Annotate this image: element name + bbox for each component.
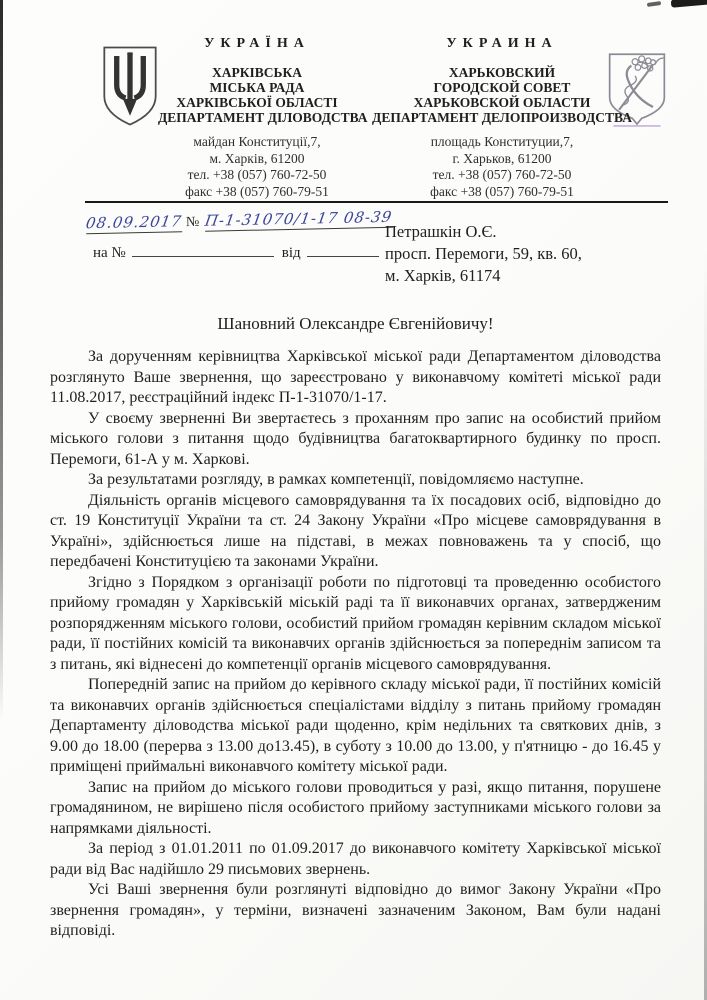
recipient-name: Петрашкін О.Є. — [385, 222, 497, 241]
paragraph: Усі Ваші звернення були розглянуті відповідно до вимог Закону України «Про звернення громадян», у терміни, визначені зазначеним Законом, Вам були надані відповіді. — [50, 881, 661, 939]
address-line: майдан Конституції,7, — [193, 134, 321, 149]
letterhead-ukrainian — [158, 36, 368, 200]
address-block-uk — [158, 134, 356, 200]
paragraph: За дорученням керівництва Харківської міської ради Департаментом діловодства розглянуто Ваше звернення, що зареєстровано у виконавчому комітеті міської ради 11.08.2017, реєстраційний індекс П-1-31070/1-17. — [50, 348, 661, 406]
paragraph: За період з 01.01.2011 по 01.09.2017 до виконавчого комітету Харківської міської ради від Вас надійшло 29 письмових звернень. — [50, 840, 661, 878]
paragraph: Попередній запис на прийом до керівного складу міської ради, її постійних комісій та виконавчих органів здійснюється спеціалістами відділу з питань прийому громадян Департаменту діловодства міської ради щоденно, крім недільних та святкових днів, з 9.00 до 18.00 (перерва з 13.00 до13.45), в суботу з 10.00 до 13.00, у п'ятницю - до 16.45 у приміщені приймальні виконавчого комітету міської ради. — [50, 676, 661, 775]
handwritten-registration-number: П-1-31070/1-17 08-39 — [203, 207, 394, 230]
reply-reference-row — [93, 243, 379, 262]
paragraph: Згідно з Порядком з організації роботи по підготовці та проведенню особистого прийому громадян у Харківській міській раді та її виконавчих органах, затвердженим розпорядженням міського голови, особистий прийом громадян керівним складом міської ради, її постійних комісій та виконавчих органів здійснюється за попереднім записом та з питань, які віднесені до компетенції органів місцевого самоврядування. — [50, 573, 661, 673]
address-line: тел. +38 (057) 760-72-50 — [432, 167, 572, 182]
scan-corner-fleck — [647, 1, 661, 7]
scan-edge-left — [0, 0, 3, 720]
number-sign: № — [185, 214, 200, 231]
reply-date-blank — [307, 243, 379, 257]
recipient-street: просп. Перемоги, 59, кв. 60, — [385, 244, 582, 263]
trident-emblem-icon — [99, 44, 161, 134]
address-line: г. Харьков, 61200 — [452, 150, 552, 166]
reply-number-blank — [132, 243, 274, 257]
paragraph: За результатами розгляду, в рамках компетенції, повідомляємо наступне. — [88, 471, 584, 488]
org-line: ДЕПАРТАМЕНТ ДЕЛОПРОИЗВОДСТВА — [372, 110, 632, 125]
country-title-uk: УКРАЇНА — [204, 36, 310, 51]
reply-to-label: на № — [93, 245, 126, 261]
org-line: ГОРОДСКОЙ СОВЕТ — [433, 80, 571, 95]
address-line: факс +38 (057) 760-79-51 — [185, 183, 329, 199]
org-line: ХАРЬКОВСКОЙ ОБЛАСТИ — [413, 95, 591, 110]
org-line: ХАРКІВСЬКА — [211, 65, 302, 80]
outgoing-reference-row — [86, 208, 394, 234]
letter-body — [50, 314, 661, 942]
recipient-block — [385, 221, 582, 287]
org-line: ДЕПАРТАМЕНТ ДІЛОВОДСТВА — [158, 110, 368, 125]
org-line: ХАРКІВСЬКОЇ ОБЛАСТІ — [176, 95, 338, 110]
country-title-ru: УКРАИНА — [446, 36, 558, 51]
address-line: тел. +38 (057) 760-72-50 — [187, 167, 327, 182]
recipient-city: м. Харків, 61174 — [385, 266, 501, 285]
address-line: площадь Конституции,7, — [430, 134, 574, 149]
address-block-ru — [368, 134, 636, 200]
letterhead-divider — [85, 201, 668, 203]
org-line: МІСЬКА РАДА — [209, 80, 305, 95]
address-line: м. Харків, 61200 — [209, 150, 305, 166]
org-line: ХАРЬКОВСКИЙ — [448, 65, 556, 80]
letterhead-russian — [368, 36, 636, 200]
scan-corner-streak — [671, 0, 707, 8]
paragraph: У своєму зверненні Ви звертаєтесь з проханням про запис на особистий прийом міського голови з питання щодо будівництва багатоквартирного будинку по просп. Перемоги, 61-А у м. Харкові. — [50, 409, 661, 468]
address-line: факс +38 (057) 760-79-51 — [430, 183, 574, 199]
reply-from-label: від — [281, 245, 301, 261]
salutation: Шановний Олександре Євгенійовичу! — [217, 314, 494, 333]
paragraph: Діяльність органів місцевого самоврядування та їх посадових осіб, відповідно до ст. 19 Конституції України та ст. 24 Закону України «Про місцеве самоврядування в Україні», здійснюється лише на підставі, в межах повноважень та у спосіб, що передбачені Конституцією та законами України. — [50, 491, 661, 570]
handwritten-date: 08.09.2017 — [84, 212, 184, 233]
paragraph: Запис на прийом до міського голови проводиться у разі, якщо питання, порушене громадянином, не вирішено після особистого прийому заступниками міського голови за напрямками діяльності. — [50, 778, 661, 837]
